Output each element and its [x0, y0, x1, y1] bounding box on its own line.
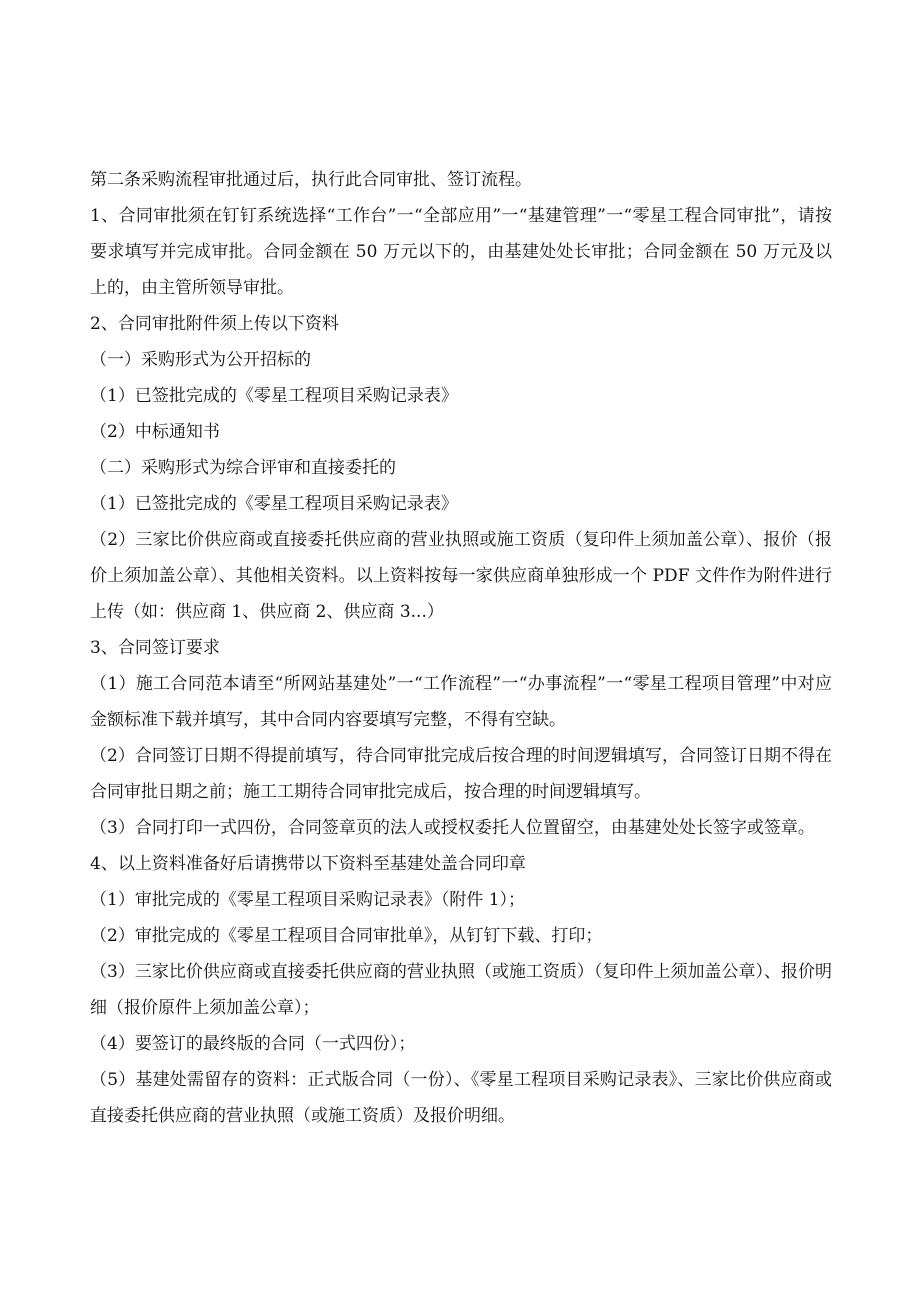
- paragraph-subitem-4-2: （2）审批完成的《零星工程项目合同审批单》，从钉钉下载、打印；: [90, 926, 603, 946]
- paragraph-subitem-4-4: （4）要签订的最终版的合同（一式四份）；: [90, 1034, 416, 1054]
- paragraph-subitem-3-3: （3）合同打印一式四份，合同签章页的法人或授权委托人位置留空，由基建处处长签字或签章。: [90, 818, 815, 838]
- paragraph-item-3: 3、合同签订要求: [90, 638, 220, 658]
- paragraph-subitem-1-1: （1）已签批完成的《零星工程项目采购记录表》: [90, 386, 458, 406]
- document-body: [90, 162, 832, 1134]
- paragraph-article-2: 第二条采购流程审批通过后，执行此合同审批、签订流程。: [90, 170, 532, 190]
- paragraph-item-2: 2、合同审批附件须上传以下资料: [90, 314, 339, 334]
- paragraph-subitem-4-3: （3）三家比价供应商或直接委托供应商的营业执照（或施工资质）（复印件上须加盖公章）、报价明细（报价原件上须加盖公章）；: [90, 962, 832, 1018]
- paragraph-subsection-2: （二）采购形式为综合评审和直接委托的: [90, 458, 396, 478]
- paragraph-subitem-3-2: （2）合同签订日期不得提前填写，待合同审批完成后按合理的时间逻辑填写，合同签订日期不得在合同审批日期之前；施工工期待合同审批完成后，按合理的时间逻辑填写。: [90, 746, 832, 802]
- paragraph-subitem-4-5: （5）基建处需留存的资料：正式版合同（一份）、《零星工程项目采购记录表》、三家比价供应商或直接委托供应商的营业执照（或施工资质）及报价明细。: [90, 1070, 832, 1126]
- paragraph-subitem-4-1: （1）审批完成的《零星工程项目采购记录表》（附件 1）；: [90, 890, 526, 910]
- paragraph-subitem-3-1: （1）施工合同范本请至“所网站基建处”一“工作流程”一“办事流程”一“零星工程项目管理”中对应金额标准下载并填写，其中合同内容要填写完整，不得有空缺。: [90, 674, 832, 730]
- paragraph-subitem-1-2: （2）中标通知书: [90, 422, 220, 442]
- paragraph-item-1: 1、合同审批须在钉钉系统选择“工作台”一“全部应用”一“基建管理”一“零星工程合同审批”，请按要求填写并完成审批。合同金额在 50 万元以下的，由基建处处长审批；合同金额在 50 万元及以上的，由主管所领导审批。: [90, 206, 832, 298]
- paragraph-subitem-2-2: （2）三家比价供应商或直接委托供应商的营业执照或施工资质（复印件上须加盖公章）、报价（报价上须加盖公章）、其他相关资料。以上资料按每一家供应商单独形成一个 PDF 文件作为附件进行上传（如：供应商 1、供应商 2、供应商 3...）: [90, 530, 832, 622]
- paragraph-subsection-1: （一）采购形式为公开招标的: [90, 350, 311, 370]
- paragraph-subitem-2-1: （1）已签批完成的《零星工程项目采购记录表》: [90, 494, 458, 514]
- paragraph-item-4: 4、以上资料准备好后请携带以下资料至基建处盖合同印章: [90, 854, 526, 874]
